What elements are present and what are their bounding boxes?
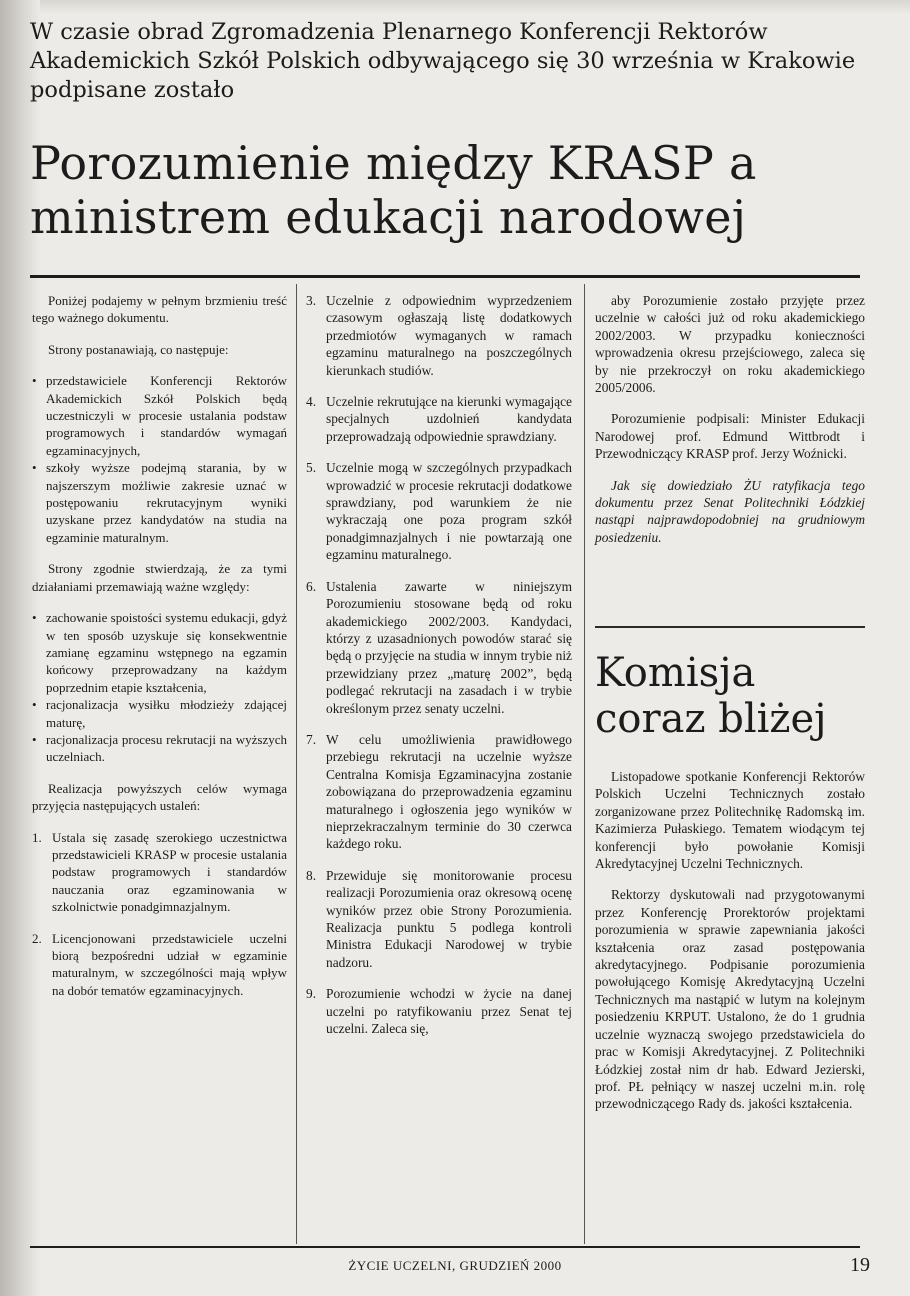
article-intro: W czasie obrad Zgromadzenia Plenarnego Konferencji Rektorów Akademickich Szkół Polskich odbywającego się 30 września w Krakowie podpisane zostało <box>30 19 856 103</box>
item-number: 7. <box>306 731 317 747</box>
footer-publication: ŻYCIE UCZELNI, GRUDZIEŃ 2000 <box>348 1258 562 1273</box>
numbered-list <box>32 829 287 1000</box>
numbered-list <box>306 292 572 1037</box>
paragraph: Strony postanawiają, co następuje: <box>48 341 229 357</box>
column-divider <box>296 284 297 1244</box>
text-column-2 <box>306 292 572 1051</box>
numbered-item <box>306 731 572 853</box>
numbered-item <box>306 393 572 445</box>
numbered-item <box>32 930 287 1000</box>
item-number: 4. <box>306 394 317 410</box>
numbered-item <box>32 829 287 916</box>
item-number: 5. <box>306 460 317 476</box>
article2-title: Komisja coraz bliżej <box>595 650 827 742</box>
item-text: Uczelnie z odpowiednim wyprzedzeniem czasowym ogłaszają listę dodatkowych przedmiotów wymaganych w ramach egzaminu maturalnego na poszczególnych kierunkach studiów. <box>326 293 572 378</box>
headline-rule <box>30 275 860 278</box>
paragraph: aby Porozumienie zostało przyjęte przez uczelnie w całości już od roku akademickiego 2002/2003. W przypadku konieczności wprowadzenia okresu przejściowego, zaleca się by nie przekroczył on roku akademickiego 2005/2006. <box>595 293 865 396</box>
section-rule <box>595 626 865 628</box>
paragraph: Strony zgodnie stwierdzają, że za tymi działaniami przemawiają ważne względy: <box>32 561 287 594</box>
item-text: Porozumienie wchodzi w życie na danej uczelni po ratyfikowaniu przez Senat tej uczelni. Zaleca się, <box>326 986 572 1037</box>
paragraph: Rektorzy dyskutowali nad przygotowanymi przez Konferencję Prorektorów projektami porozumienia w sprawie zapewniania jakości kształcenia oraz zasad postępowania akredytacyjnego. Podpisanie porozumienia powołującego Komisję Akredytacyjną Uczelni Technicznych ma nastąpić w lutym na kolejnym posiedzeniu KRPUT. Ustalono, że do 1 grudnia uczelnie wyznaczą swojego przedstawiciela do prac w Komisji Akredytacyjnej. Z Politechniki Łódzkiej został nim dr hab. Edward Jezierski, prof. PŁ pełniący w naszej uczelni m.in. rolę przewodniczącego Rady ds. jakości kształcenia. <box>595 887 865 1112</box>
item-text: W celu umożliwienia prawidłowego przebiegu rekrutacji na uczelnie wyższe Centralna Komisja Egzaminacyjna zostanie zobowiązana do przeprowadzenia egzaminu maturalnego i ogłoszenia jego wyników w nieprzekraczalnym terminie do 30 czerwca każdego roku. <box>326 731 572 852</box>
item-number: 6. <box>306 578 317 594</box>
item-number: 2. <box>32 930 42 946</box>
paragraph: Listopadowe spotkanie Konferencji Rektorów Polskich Uczelni Technicznych zostało zorganizowane przez Politechnikę Radomską im. Kazimierza Pułaskiego. Tematem wiodącym tej konferencji było powołanie Komisji Akredytacyjnej Uczelni Technicznych. <box>595 769 865 872</box>
column-divider <box>584 284 585 1244</box>
numbered-item <box>306 292 572 379</box>
numbered-item <box>306 578 572 717</box>
item-text: Uczelnie rekrutujące na kierunki wymagające specjalnych uzdolnień kandydata przeprowadzają odpowiednie sprawdziany. <box>326 394 572 444</box>
signatories-paragraph: Porozumienie podpisali: Minister Edukacji Narodowej prof. Edmund Wittbrodt i Przewodniczący KRASP prof. Jerzy Woźnicki. <box>595 411 865 462</box>
item-number: 8. <box>306 867 317 883</box>
article2-body <box>595 768 865 1127</box>
article-headline: Porozumienie między KRASP a ministrem edukacji narodowej <box>30 136 757 244</box>
bullet-item: • racjonalizacja wysiłku młodzieży zdającej maturę, <box>32 696 287 731</box>
numbered-item <box>306 985 572 1037</box>
item-number: 1. <box>32 829 42 845</box>
lead-paragraph: Poniżej podajemy w pełnym brzmieniu treść tego ważnego dokumentu. <box>32 293 287 326</box>
item-text: Ustalenia zawarte w niniejszym Porozumieniu stosowane będą od roku akademickiego 2002/2003. Kandydaci, którzy z uzasadnionych powodów starać się będą o przyjęcie na studia w innym trybie niż przewidziany przez „maturę 2002”, będą podlegać rekrutacji na zasadach i w trybie określonym przez senaty uczelni. <box>326 578 572 716</box>
footer-rule <box>30 1246 860 1248</box>
item-text: Licencjonowani przedstawiciele uczelni biorą bezpośredni udział w egzaminie maturalnym, w szczególności mają wpływ na dobór tematów egzaminacyjnych. <box>52 930 287 998</box>
bullet-item: • przedstawiciele Konferencji Rektorów Akademickich Szkół Polskich będą uczestniczyli w procesie ustalania podstaw programowych i standardów wymagań egzaminacyjnych, <box>32 372 287 459</box>
numbered-item <box>306 867 572 971</box>
item-number: 9. <box>306 986 317 1002</box>
bullet-item: • racjonalizacja procesu rekrutacji na wyższych uczelniach. <box>32 731 287 766</box>
item-text: Uczelnie mogą w szczególnych przypadkach wprowadzić w procesie rekrutacji dodatkowe sprawdziany, pod warunkiem że nie wykraczają one poza program szkół ponadgimnazjalnych i nie powtarzają one egzaminu maturalnego. <box>326 460 572 563</box>
bullet-list <box>32 372 287 546</box>
item-text: Przewiduje się monitorowanie procesu realizacji Porozumienia oraz okresową ocenę wyników przez obie Strony Porozumienia. Realizacja punktu 5 podlega kontroli Ministra Edukacji Narodowej w trybie nadzoru. <box>326 867 572 970</box>
page-number: 19 <box>850 1254 870 1276</box>
item-text: Ustala się zasadę szerokiego uczestnictwa przedstawicieli KRASP w procesie ustalania podstaw programowych i standardów nauczania oraz egzaminowania w szkolnictwie ponadgimnazjalnym. <box>52 829 287 915</box>
text-column-3 <box>595 292 865 560</box>
text-column-1 <box>32 292 287 1013</box>
editorial-note: Jak się dowiedziało ŻU ratyfikacja tego dokumentu przez Senat Politechniki Łódzkiej nastąpi najprawdopodobniej na grudniowym posiedzeniu. <box>595 477 865 545</box>
bullet-item: • zachowanie spoistości systemu edukacji, gdyż w ten sposób uzyskuje się konsekwentnie zamianę egzaminu wstępnego na egzamin końcowy przeprowadzany na każdym poprzednim etapie kształcenia, <box>32 609 287 696</box>
numbered-item <box>306 459 572 563</box>
bullet-item: • szkoły wyższe podejmą starania, by w najszerszym możliwie zakresie uznać w postępowaniu rekrutacyjnym wyniki uzyskane przez kandydatów na studia na egzaminie maturalnym. <box>32 459 287 546</box>
paragraph: Realizacja powyższych celów wymaga przyjęcia następujących ustaleń: <box>32 780 287 814</box>
item-number: 3. <box>306 293 317 308</box>
page-top-shade <box>0 0 910 14</box>
bullet-list <box>32 609 287 766</box>
